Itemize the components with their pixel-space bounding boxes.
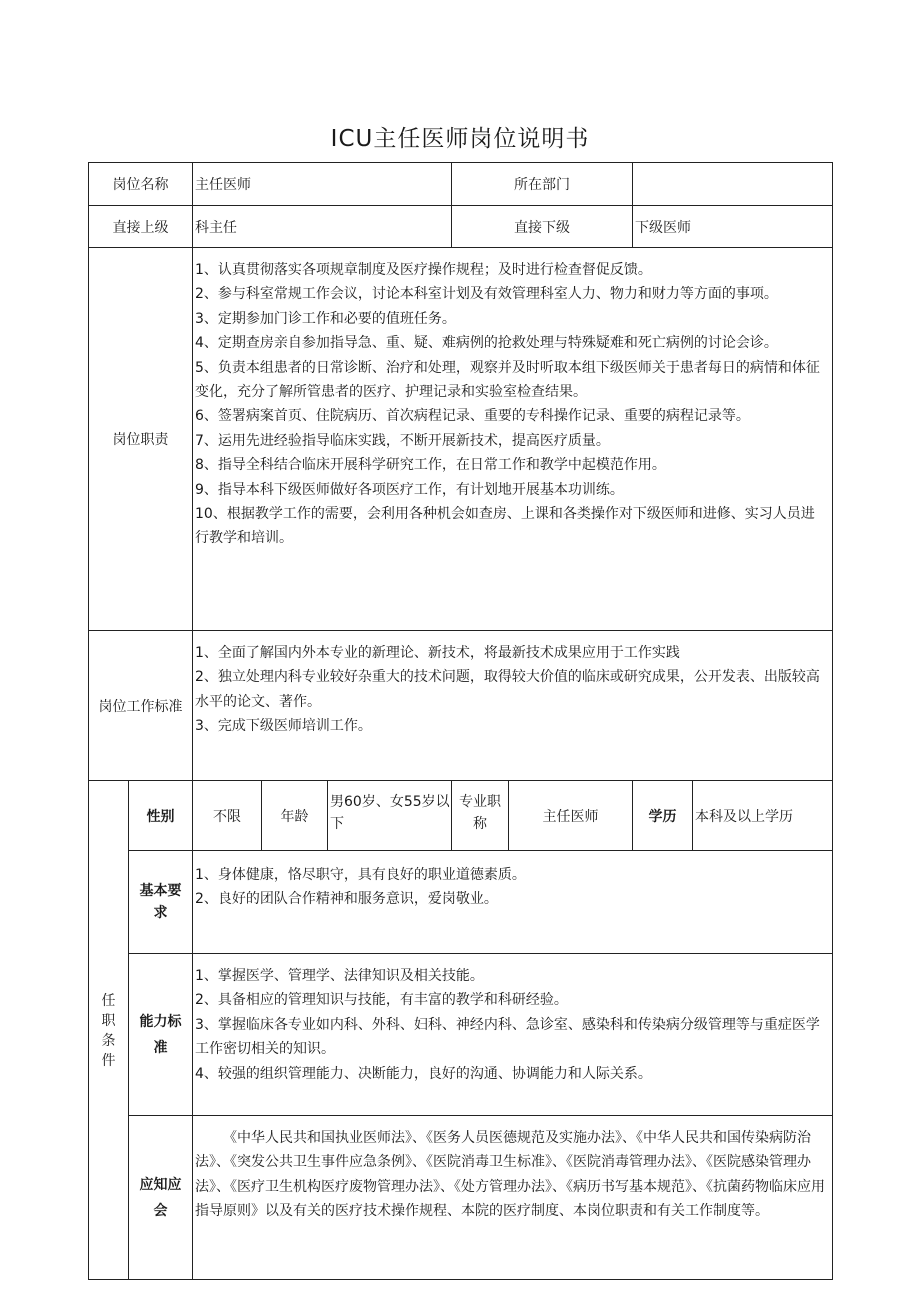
list-item: 9、指导本科下级医师做好各项医疗工作，有计划地开展基本功训练。 — [195, 481, 624, 498]
standards-label: 岗位工作标准 — [89, 631, 193, 781]
list-item: 3、完成下级医师培训工作。 — [195, 718, 372, 735]
row-basic-info — [89, 781, 833, 851]
list-item: 3、定期参加门诊工作和必要的值班任务。 — [195, 310, 456, 327]
basic-requirements-label: 基本要求 — [129, 851, 193, 954]
standards-list — [193, 631, 833, 781]
list-item: 7、运用先进经验指导临床实践，不断开展新技术，提高医疗质量。 — [195, 432, 610, 449]
education-label: 学历 — [633, 781, 693, 851]
subordinate-value: 下级医师 — [633, 206, 833, 248]
ability-list — [193, 954, 833, 1116]
duties-label: 岗位职责 — [89, 248, 193, 631]
list-item: 1、全面了解国内外本专业的新理论、新技术，将最新技术成果应用于工作实践 — [195, 645, 680, 661]
ability-label: 能力标准 — [129, 954, 193, 1116]
gender-label: 性别 — [129, 781, 193, 851]
gender-value: 不限 — [193, 781, 262, 851]
education-value: 本科及以上学历 — [693, 781, 833, 851]
basic-requirements-list — [193, 851, 833, 954]
age-value: 男60岁、女55岁以下 — [328, 781, 452, 851]
row-standards — [89, 631, 833, 781]
subordinate-label: 直接下级 — [452, 206, 633, 248]
list-item: 1、身体健康，恪尽职守，具有良好的职业道德素质。 — [195, 867, 526, 883]
list-item: 2、参与科室常规工作会议，讨论本科室计划及有效管理科室人力、物力和财力等方面的事项。 — [195, 286, 778, 303]
list-item: 6、签署病案首页、住院病历、首次病程记录、重要的专科操作记录、重要的病程记录等。 — [195, 408, 750, 425]
list-item: 1、认真贯彻落实各项规章制度及医疗操作规程；及时进行检查督促反馈。 — [195, 262, 652, 278]
list-item: 4、定期查房亲自参加指导急、重、疑、难病例的抢救处理与特殊疑难和死亡病例的讨论会诊。 — [195, 335, 778, 352]
knowledge-label: 应知应会 — [129, 1116, 193, 1280]
age-label: 年龄 — [262, 781, 328, 851]
list-item: 4、较强的组织管理能力、决断能力，良好的沟通、协调能力和人际关系。 — [195, 1065, 652, 1082]
position-name-label: 岗位名称 — [89, 163, 193, 206]
department-value — [633, 163, 833, 206]
row-position — [89, 163, 833, 206]
title-label: 专业职称 — [452, 781, 509, 851]
list-item: 10、根据教学工作的需要，会利用各种机会如查房、上课和各类操作对下级医师和进修、实习人员进行教学和培训。 — [195, 506, 815, 547]
list-item: 5、负责本组患者的日常诊断、治疗和处理，观察并及时听取本组下级医师关于患者每日的病情和体征变化，充分了解所管患者的医疗、护理记录和实验室检查结果。 — [195, 359, 820, 401]
list-item: 3、掌握临床各专业如内科、外科、妇科、神经内科、急诊室、感染科和传染病分级管理等与重症医学工作密切相关的知识。 — [195, 1016, 820, 1058]
list-item: 2、良好的团队合作精神和服务意识，爱岗敬业。 — [195, 891, 498, 908]
list-item: 2、独立处理内科专业较好杂重大的技术问题，取得较大价值的临床或研究成果，公开发表、出版较高水平的论文、著作。 — [195, 669, 820, 710]
position-name-value: 主任医师 — [193, 163, 452, 206]
department-label: 所在部门 — [452, 163, 633, 206]
row-ability — [89, 954, 833, 1116]
qualifications-label: 任职条件 — [89, 781, 129, 1280]
title-value: 主任医师 — [509, 781, 633, 851]
list-item: 2、具备相应的管理知识与技能，有丰富的教学和科研经验。 — [195, 992, 568, 1009]
superior-label: 直接上级 — [89, 206, 193, 248]
list-item: 1、掌握医学、管理学、法律知识及相关技能。 — [195, 968, 484, 984]
knowledge-text: 《中华人民共和国执业医师法》、《医务人员医德规范及实施办法》、《中华人民共和国传染病防治法》、《突发公共卫生事件应急条例》、《医院消毒卫生标准》、《医院消毒管理办法》、《医院感染管理办法》、《医疗卫生机构医疗废物管理办法》、《处方管理办法》、《病历书写基本规范》、《抗菌药物临床应用指导原则》以及有关的医疗技术操作规程、本院的医疗制度、本岗位职责和有关工作制度等。 — [193, 1116, 833, 1280]
superior-value: 科主任 — [193, 206, 452, 248]
job-description-table — [88, 162, 833, 1280]
row-knowledge — [89, 1116, 833, 1280]
row-reporting — [89, 206, 833, 248]
row-duties — [89, 248, 833, 631]
page-title: ICU主任医师岗位说明书 — [330, 126, 590, 152]
duties-list — [193, 248, 833, 631]
row-basic-requirements — [89, 851, 833, 954]
list-item: 8、指导全科结合临床开展科学研究工作，在日常工作和教学中起模范作用。 — [195, 457, 666, 474]
